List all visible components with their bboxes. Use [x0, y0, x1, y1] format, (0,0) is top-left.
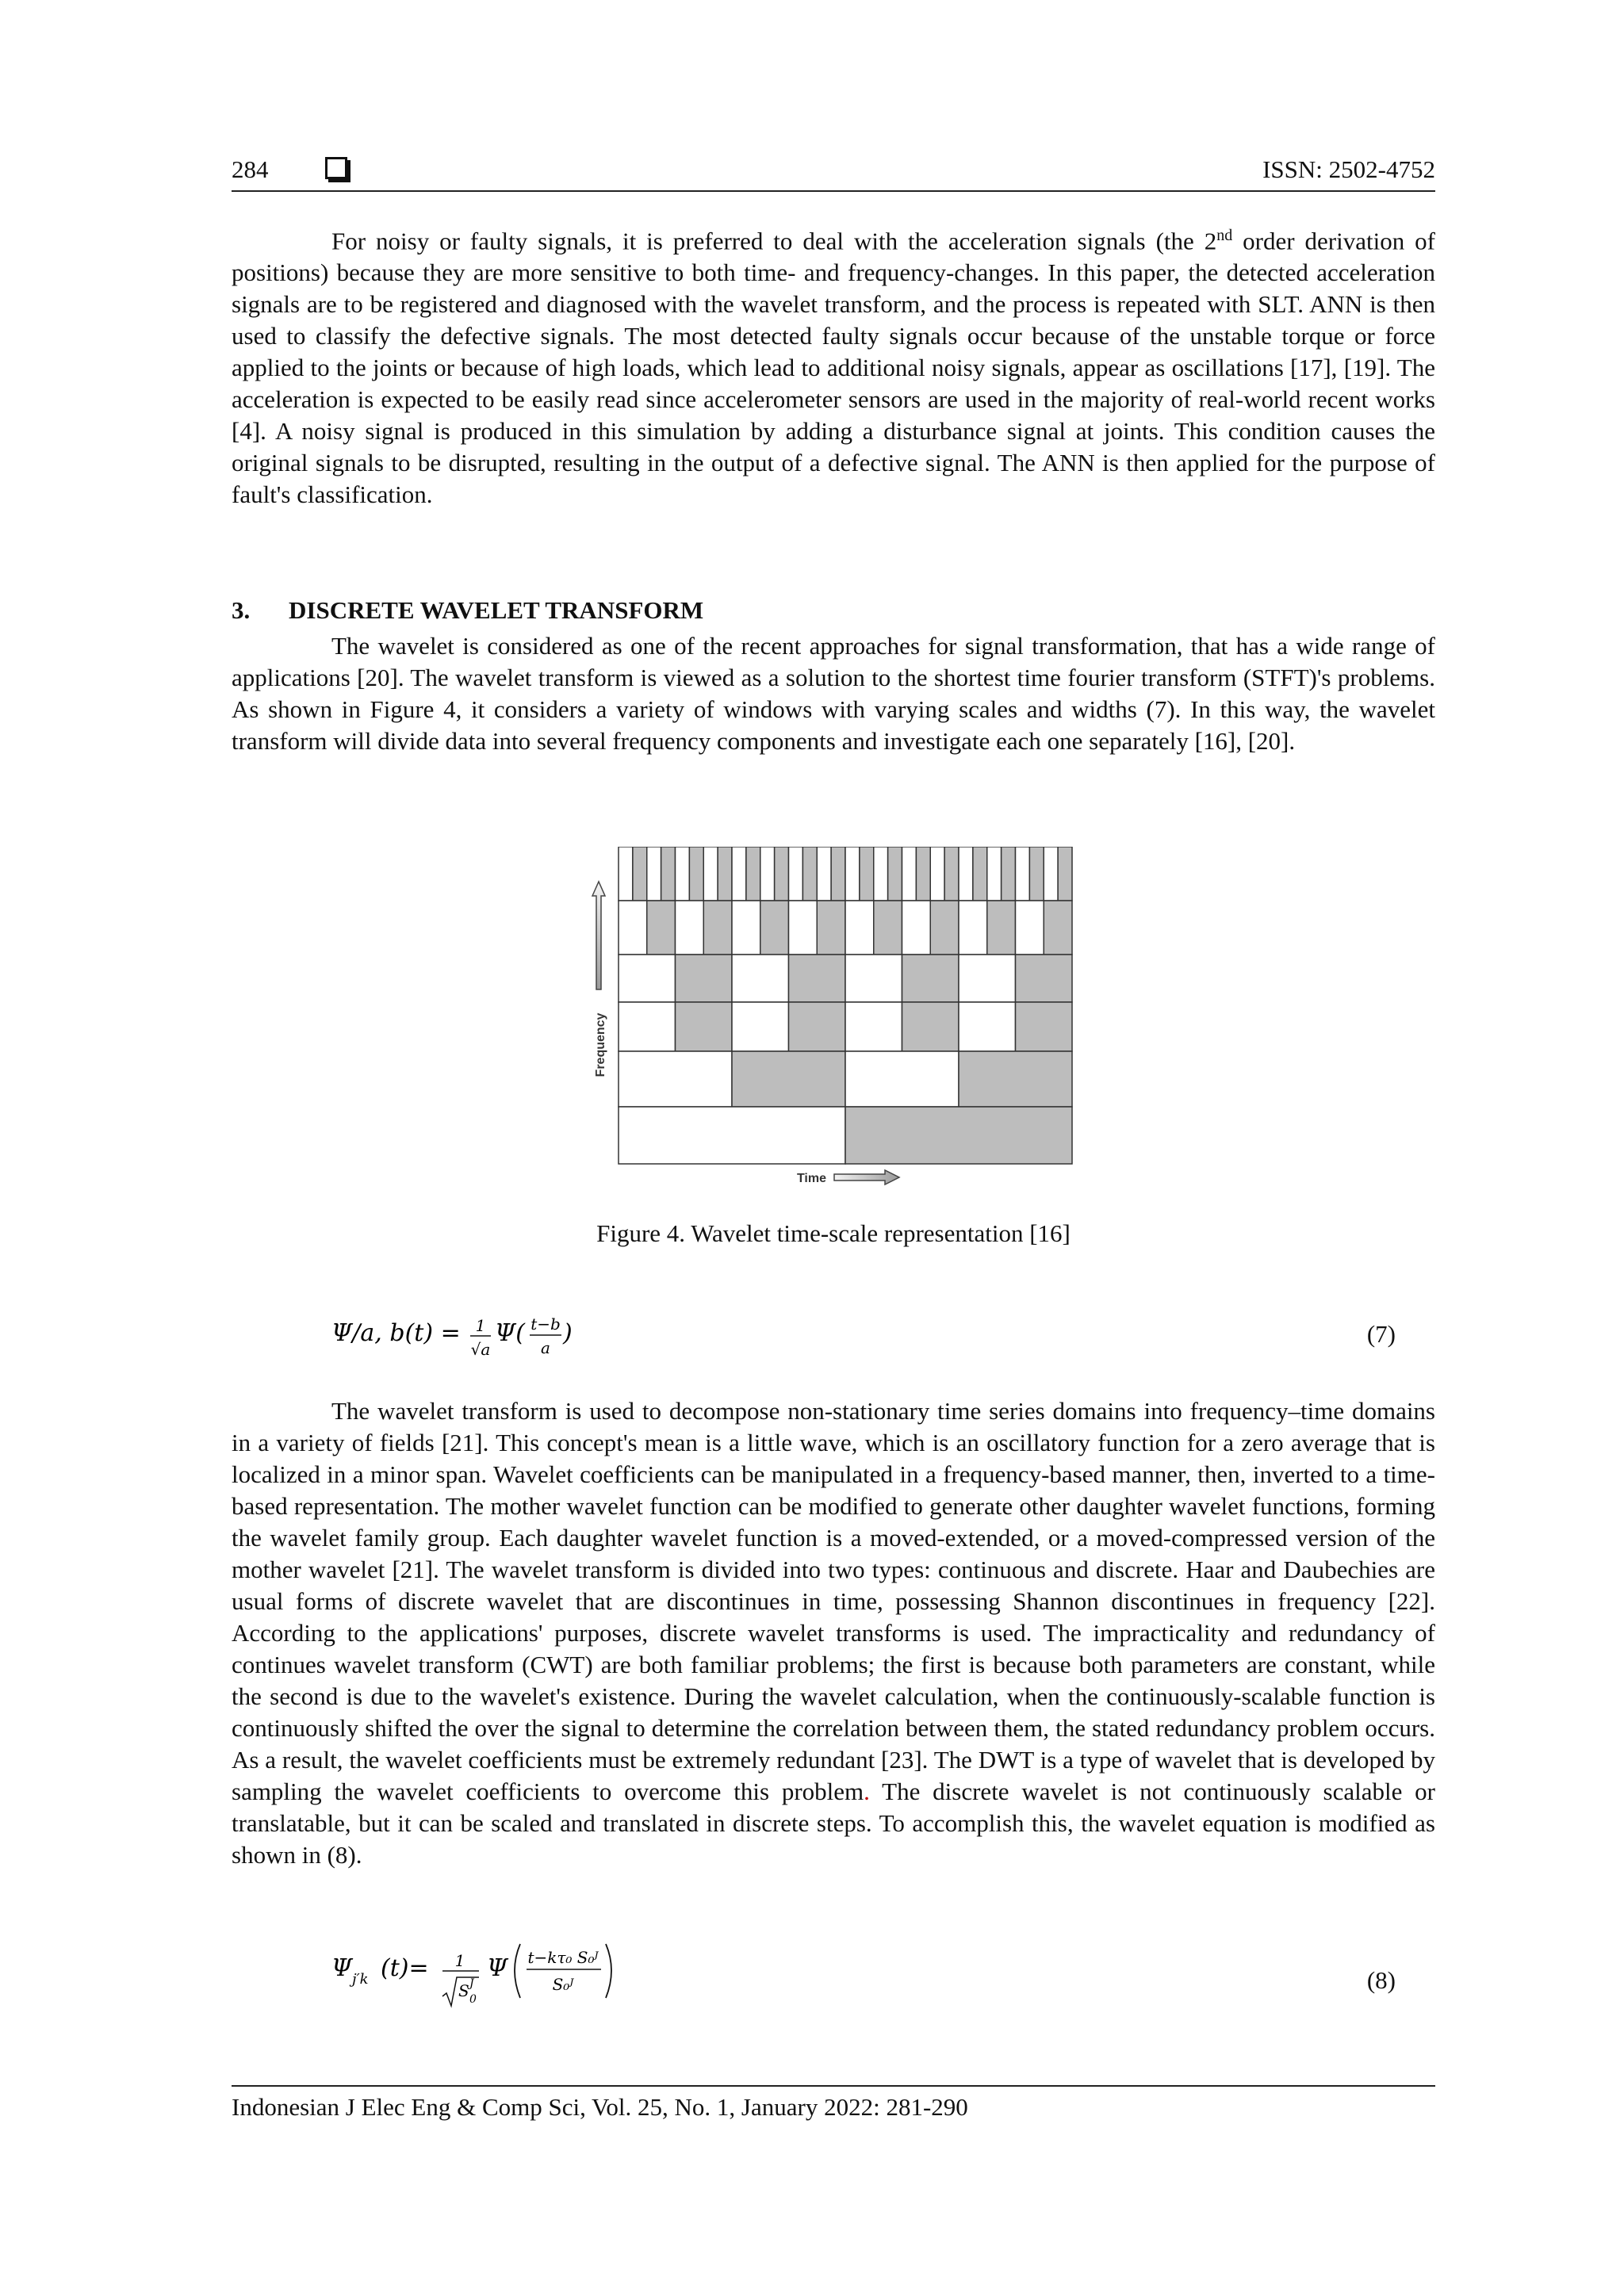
grid-cell — [930, 847, 944, 901]
grid-cell — [973, 847, 987, 901]
equation-8 — [331, 1934, 1435, 2006]
grid-cells — [619, 847, 1072, 1164]
grid-cell — [619, 1107, 845, 1164]
grid-cell — [930, 901, 959, 955]
checkbox-square-icon — [325, 157, 347, 179]
eq8-frac-num: 1 — [454, 1951, 465, 1970]
paragraph-intro-rest: order derivation of positions) because they are more sensitive to both time- and frequency-changes. In this paper, the detected acceleration signals are to be registered and diagnosed with the wavelet transform, and the process is repeated with SLT. ANN is then used to classify the defective signals. The most detected faulty signals occur because of the unstable torque or force applied to the joints or because of high loads, which lead to additional noisy signals, appear as oscillations [17], [19]. The acceleration is expected to be easily read since accelerometer sensors are used in the majority of real-world recent works [4]. A noisy signal is produced in this simulation by adding a disturbance signal at joints. This condition causes the original signals to be disrupted, resulting in the output of a defective signal. The ANN is then applied for the purpose of fault's classification. — [232, 227, 1435, 509]
grid-cell — [845, 847, 860, 901]
grid-cell — [845, 1002, 902, 1051]
grid-cell — [845, 901, 874, 955]
grid-cell — [987, 847, 1002, 901]
eq8-frac-den-sup: J — [469, 1977, 474, 1990]
grid-cell — [718, 847, 732, 901]
grid-cell — [619, 901, 647, 955]
grid-cell — [845, 955, 902, 1002]
grid-cell — [647, 901, 676, 955]
eq8-frac-den-sub: 0 — [469, 1993, 477, 2006]
grid-cell — [732, 847, 746, 901]
grid-cell — [802, 847, 817, 901]
eq7-arg-den: a — [541, 1338, 550, 1357]
paragraph-intro-start: For noisy or faulty signals, it is preferred to deal with the acceleration signals (the 2 — [331, 227, 1217, 255]
grid-cell — [1016, 901, 1044, 955]
eq7-psi: Ψ( — [495, 1319, 526, 1347]
grid-cell — [902, 847, 917, 901]
page-footer: Indonesian J Elec Eng & Comp Sci, Vol. 25, No. 1, January 2022: 281-290 — [232, 2085, 1435, 2122]
grid-cell — [874, 847, 888, 901]
grid-cell — [902, 901, 931, 955]
grid-cell — [676, 1002, 733, 1051]
section-title: DISCRETE WAVELET TRANSFORM — [289, 596, 704, 624]
grid-cell — [1016, 955, 1073, 1002]
grid-cell — [619, 847, 633, 901]
grid-cell — [703, 901, 732, 955]
grid-cell — [676, 847, 690, 901]
grid-cell — [874, 901, 902, 955]
grid-cell — [959, 847, 973, 901]
page-number: 284 — [232, 155, 269, 183]
paragraph-wavelet-detail-tail: The discrete wavelet is not continuously scalable or translatable, but it can be scaled and translated in discrete steps. To accomplish this, the wavelet equation is modified as shown in (8). — [232, 1777, 1435, 1869]
grid-cell — [817, 901, 845, 955]
figure-wavelet-time-scale — [584, 847, 1075, 1189]
grid-cell — [1016, 1002, 1073, 1051]
grid-cell — [959, 1051, 1072, 1107]
frequency-arrow-icon — [592, 882, 605, 989]
grid-cell — [1016, 847, 1030, 901]
eq8-left-paren — [515, 1944, 520, 1998]
grid-cell — [760, 847, 775, 901]
frequency-axis-label: Frequency — [594, 1012, 607, 1077]
eq8-lhs-sub: j′k — [352, 1971, 369, 1988]
grid-cell — [860, 847, 874, 901]
grid-cell — [619, 955, 676, 1002]
grid-cell — [789, 955, 846, 1002]
grid-cell — [789, 847, 803, 901]
grid-cell — [676, 901, 704, 955]
grid-cell — [732, 901, 760, 955]
grid-cell — [916, 847, 930, 901]
wavelet-grid-diagram — [584, 847, 1075, 1189]
eq8-right-paren — [606, 1944, 611, 1998]
grid-cell — [732, 1051, 845, 1107]
grid-cell — [619, 1002, 676, 1051]
equation-8-number: (8) — [1366, 1966, 1396, 1994]
grid-cell — [789, 1002, 846, 1051]
grid-cell — [732, 1002, 789, 1051]
grid-cell — [1058, 847, 1072, 901]
eq8-lhs-psi: Ψ — [331, 1954, 353, 1982]
paragraph-wavelet-detail — [232, 1395, 1435, 1871]
grid-cell — [1044, 847, 1058, 901]
grid-cell — [831, 847, 845, 901]
equation-7-number: (7) — [1366, 1320, 1396, 1348]
grid-cell — [661, 847, 676, 901]
paragraph-intro — [232, 220, 1435, 511]
grid-cell — [676, 955, 733, 1002]
grid-cell — [775, 847, 789, 901]
eq7-lhs: Ψ/a, b(t) = — [331, 1319, 461, 1347]
grid-cell — [732, 955, 789, 1002]
grid-cell — [789, 901, 818, 955]
grid-cell — [633, 847, 647, 901]
section-number: 3. — [232, 596, 251, 624]
ordinal-superscript: nd — [1216, 227, 1233, 244]
section-heading — [232, 596, 703, 625]
eq8-lhs-rest: (t)= — [381, 1954, 429, 1982]
page-header — [232, 152, 1435, 192]
red-period: . — [864, 1777, 870, 1805]
grid-cell — [689, 847, 703, 901]
grid-cell — [1029, 847, 1044, 901]
grid-cell — [619, 1051, 732, 1107]
grid-cell — [817, 847, 831, 901]
grid-cell — [959, 955, 1016, 1002]
grid-cell — [845, 1051, 959, 1107]
eq7-frac-num: 1 — [475, 1316, 486, 1335]
grid-cell — [1002, 847, 1016, 901]
grid-cell — [703, 847, 718, 901]
grid-cell — [987, 901, 1016, 955]
issn-label: ISSN: 2502-4752 — [1262, 155, 1435, 183]
equation-7 — [331, 1304, 1435, 1376]
eq7-frac-den: √a — [470, 1340, 491, 1359]
eq8-arg-num: t−kτ₀ S₀ᴶ — [527, 1948, 599, 1967]
equation-7-formula — [331, 1304, 633, 1376]
grid-cell — [902, 955, 959, 1002]
grid-cell — [888, 847, 902, 901]
eq8-frac-den-s: S — [458, 1981, 469, 2000]
grid-cell — [959, 901, 987, 955]
time-arrow-icon — [834, 1170, 899, 1184]
grid-cell — [1044, 901, 1072, 955]
grid-cell — [944, 847, 959, 901]
eq8-psi: Ψ — [487, 1954, 508, 1982]
eq7-close: ) — [563, 1319, 573, 1347]
figure-caption: Figure 4. Wavelet time-scale representation [16] — [596, 1219, 1071, 1247]
time-axis-label: Time — [796, 1172, 826, 1185]
grid-cell — [902, 1002, 959, 1051]
eq7-arg-num: t−b — [530, 1314, 561, 1334]
grid-cell — [647, 847, 661, 901]
grid-cell — [746, 847, 760, 901]
grid-cell — [760, 901, 789, 955]
eq8-arg-den: S₀ᴶ — [552, 1975, 574, 1994]
paragraph-wavelet-intro: The wavelet is considered as one of the recent approaches for signal transformation, that has a wide range of applications [20]. The wavelet transform is viewed as a solution to the shortest time fourier transform (STFT)'s problems. As shown in Figure 4, it considers a variety of windows with varying scales and widths (7). In this way, the wavelet transform will divide data into several frequency components and investigate each one separately [16], [20]. — [232, 632, 1435, 755]
grid-cell — [845, 1107, 1072, 1164]
grid-cell — [959, 1002, 1016, 1051]
paragraph-wavelet-detail-main: The wavelet transform is used to decompose non-stationary time series domains into frequency–time domains in a variety of fields [21]. This concept's mean is a little wave, which is an oscillatory function for a zero average that is localized in a minor span. Wavelet coefficients can be manipulated in a frequency-based manner, then, inverted to a time-based representation. The mother wavelet function can be modified to generate other daughter wavelet functions, forming the wavelet family group. Each daughter wavelet function is a moved-extended, or a moved-compressed version of the mother wavelet [21]. The wavelet transform is divided into two types: continuous and discrete. Haar and Daubechies are usual forms of discrete wavelet that are discontinues in time, possessing Shannon discontinues in frequency [22]. According to the applications' purposes, discrete wavelet transforms is used. The impracticality and redundancy of continues wavelet transform (CWT) are both familiar problems; the first is because both parameters are constant, while the second is due to the wavelet's existence. During the wavelet calculation, when the continuously-scalable function is continuously shifted the over the signal to determine the correlation between them, the stated redundancy problem occurs. As a result, the wavelet coefficients must be extremely redundant [23]. The DWT is a type of wavelet that is developed by sampling the wavelet coefficients to overcome this problem — [232, 1397, 1435, 1805]
equation-8-formula — [331, 1934, 665, 2014]
